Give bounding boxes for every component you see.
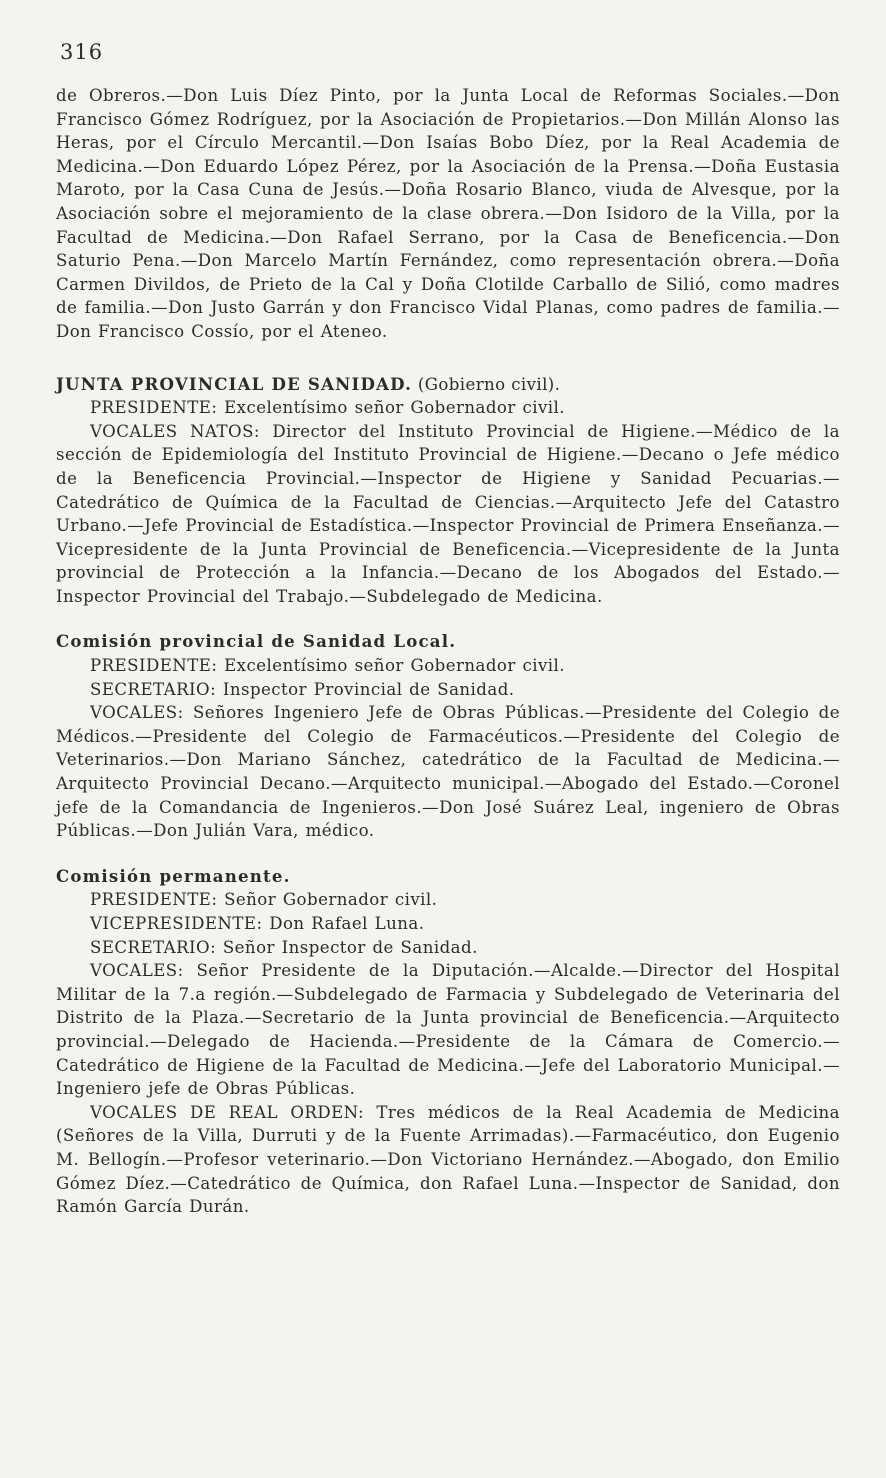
comision-sanidad-local-vocales: VOCALES: Señores Ingeniero Jefe de Obras Públicas.—Presidente del Colegio de Médicos.—Presidente del Colegio de Farmacéuticos.—Presidente del Colegio de Veterinarios.—Don Mariano Sánchez, catedrático de la Facultad de Medicina.—Arquitecto Provincial Decano.—Arquitecto municipal.—Abogado del Estado.—Coronel jefe de la Comandancia de Ingenieros.—Don José Suárez Leal, ingeniero de Obras Públicas.—Don Julián Vara, médico.: [56, 703, 840, 841]
comision-permanente-vocales-real-orden: VOCALES DE REAL ORDEN: Tres médicos de la Real Academia de Medicina (Señores de la Villa, Durruti y de la Fuente Arrimadas).—Farmacéutico, don Eugenio M. Bellogín.—Profesor veterinario.—Don Victoriano Hernández.—Abogado, don Emilio Gómez Díez.—Catedrático de Química, don Rafael Luna.—Inspector de Sanidad, don Ramón García Durán.: [56, 1102, 840, 1217]
junta-provincial-heading: [56, 373, 840, 397]
comision-permanente-secretario: SECRETARIO: Señor Inspector de Sanidad.: [90, 937, 478, 957]
comision-sanidad-local-title: Comisión provincial de Sanidad Local.: [56, 631, 457, 652]
comision-sanidad-local-secretario: SECRETARIO: Inspector Provincial de Sanidad.: [90, 679, 515, 699]
junta-provincial-presidente: PRESIDENTE: Excelentísimo señor Gobernador civil.: [90, 398, 566, 418]
comision-sanidad-local-section: [56, 630, 840, 842]
comision-permanente-title: Comisión permanente.: [56, 865, 291, 886]
junta-provincial-vocales-natos: VOCALES NATOS: Director del Instituto Provincial de Higiene.—Médico de la sección de Epidemiología del Instituto Provincial de Higiene.—Decano o Jefe médico de la Beneficencia Provincial.—Inspector de Higiene y Sanidad Pecuarias.—Catedrático de Química de la Facultad de Ciencias.—Arquitecto Jefe del Catastro Urbano.—Jefe Provincial de Estadística.—Inspector Provincial de Primera Enseñanza.—Vicepresidente de la Junta Provincial de Beneficencia.—Vicepresidente de la Junta provincial de Protección a la Infancia.—Decano de los Abogados del Estado.—Inspector Provincial del Trabajo.—Subdelegado de Medicina.: [56, 421, 840, 606]
comision-sanidad-local-heading: [56, 630, 840, 654]
junta-provincial-note: (Gobierno civil).: [417, 374, 561, 394]
intro-paragraph: de Obreros.—Don Luis Díez Pinto, por la Junta Local de Reformas Sociales.—Don Francisco Gómez Rodríguez, por la Asociación de Propietarios.—Don Millán Alonso las Heras, por el Círculo Mercantil.—Don Isaías Bobo Díez, por la Real Academia de Medicina.—Don Eduardo López Pérez, por la Asociación de la Prensa.—Doña Eustasia Maroto, por la Casa Cuna de Jesús.—Doña Rosario Blanco, viuda de Alvesque, por la Asociación sobre el mejoramiento de la clase obrera.—Don Isidoro de la Villa, por la Facultad de Medicina.—Don Rafael Serrano, por la Casa de Beneficencia.—Don Saturio Pena.—Don Marcelo Martín Fernández, como representación obrera.—Doña Carmen Divildos, de Prieto de la Cal y Doña Clotilde Carballo de Silió, como madres de familia.—Don Justo Garrán y don Francisco Vidal Planas, como padres de familia.—Don Francisco Cossío, por el Ateneo.: [56, 86, 840, 341]
junta-provincial-section: [56, 373, 840, 609]
comision-permanente-section: [56, 865, 840, 1219]
comision-permanente-vicepresidente: VICEPRESIDENTE: Don Rafael Luna.: [90, 914, 425, 933]
comision-permanente-vocales: VOCALES: Señor Presidente de la Diputación.—Alcalde.—Director del Hospital Militar de la 7.a región.—Subdelegado de Farmacia y Subdelegado de Veterinaria del Distrito de la Plaza.—Secretario de la Junta provincial de Beneficencia.—Arquitecto provincial.—Delegado de Hacienda.—Presidente de la Cámara de Comercio.—Catedrático de Higiene de la Facultad de Medicina.—Jefe del Laboratorio Municipal.—Ingeniero jefe de Obras Públicas.: [56, 961, 840, 1099]
comision-permanente-presidente: PRESIDENTE: Señor Gobernador civil.: [90, 890, 438, 910]
page-number: 316: [60, 40, 104, 64]
junta-provincial-title: JUNTA PROVINCIAL DE SANIDAD.: [56, 373, 413, 394]
comision-sanidad-local-presidente: PRESIDENTE: Excelentísimo señor Gobernador civil.: [90, 656, 566, 676]
comision-permanente-heading: [56, 865, 840, 889]
